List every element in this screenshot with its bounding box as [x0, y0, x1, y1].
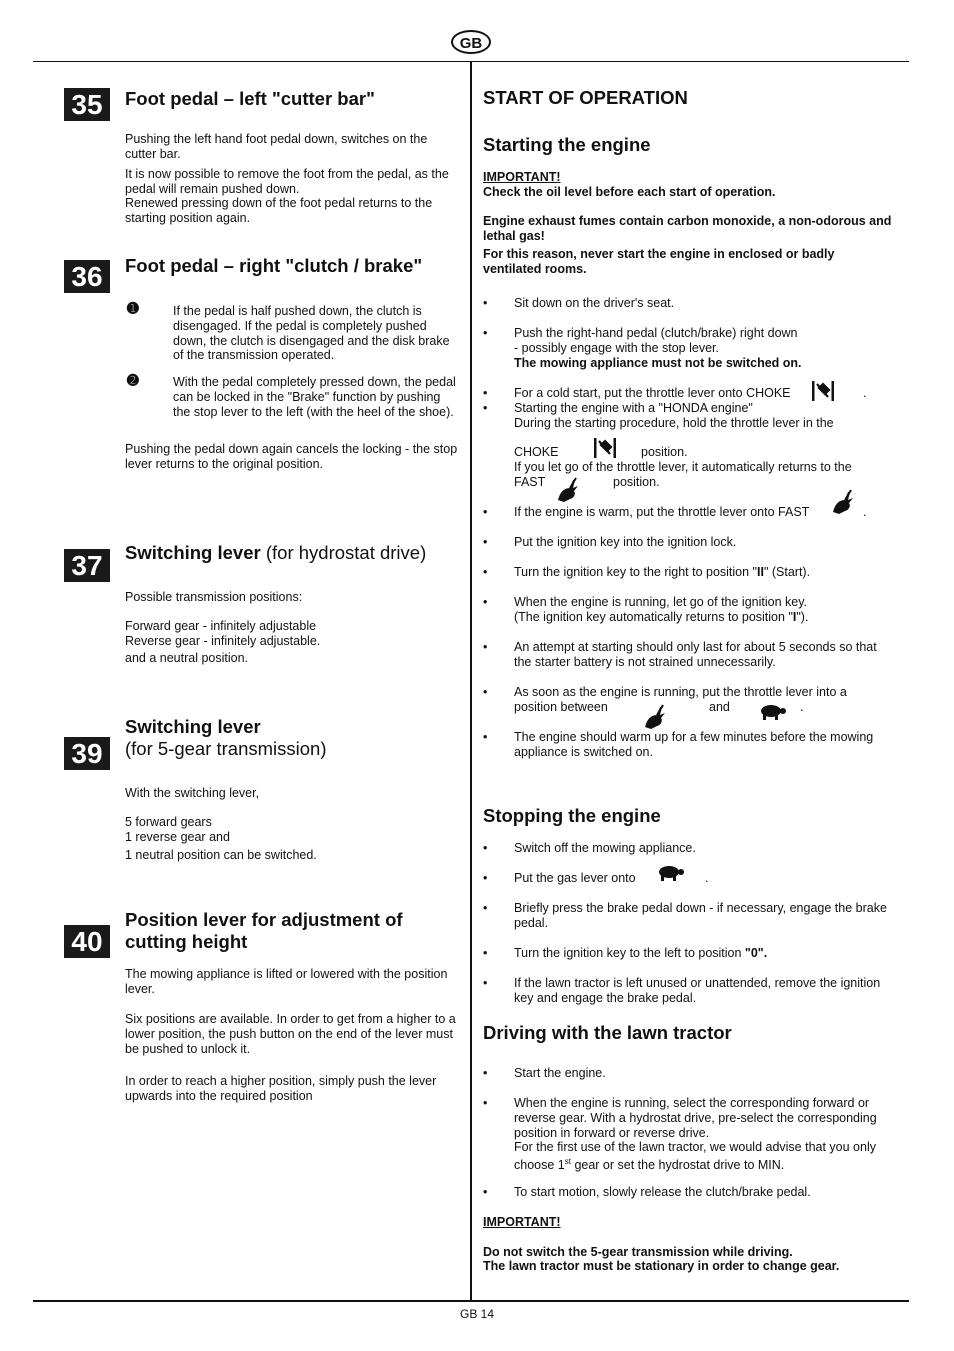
bullet: • [483, 1066, 488, 1080]
start-step-8-b: I [792, 609, 797, 624]
section-39-para-2: 5 forward gears [125, 815, 212, 829]
section-36-title: Foot pedal – right "clutch / brake" [125, 255, 423, 276]
section-35-title: Foot pedal – left "cutter bar" [125, 88, 375, 109]
start-step-8-a: (The ignition key automatically returns to position " [514, 609, 793, 624]
stop-step-5: If the lawn tractor is left unused or unattended, remove the ignition key and engage the brake pedal. [514, 976, 881, 1005]
section-number-35: 35 [64, 88, 110, 121]
start-step-7-c: " (Start). [763, 565, 811, 579]
section-37-title-main: Switching lever [125, 542, 261, 563]
drive-step-2-c: gear or set the hydrostat drive to MIN. [570, 1158, 785, 1173]
period: . [800, 700, 804, 714]
important-label-2: IMPORTANT! [483, 1215, 561, 1229]
stop-step-4-a: Turn the ignition key to the left to position [514, 946, 745, 960]
marker-1: ➊ [127, 300, 139, 316]
section-36-item-1: If the pedal is half pushed down, the clutch is disengaged. If the pedal is completely pushed down, the clutch is disengaged and the disk brake of the transmission operated. [173, 304, 450, 363]
column-divider [470, 62, 472, 1300]
section-35-para-1: Pushing the left hand foot pedal down, switches on the cutter bar. [125, 132, 428, 161]
bullet: • [483, 386, 488, 400]
start-step-8-c: "). [796, 609, 809, 624]
drive-step-1: Start the engine. [514, 1066, 606, 1080]
section-39-para-4: 1 neutral position can be switched. [125, 848, 317, 862]
section-35-para-3: Renewed pressing down of the foot pedal returns to the starting position again. [125, 196, 433, 225]
section-36-para-3: Pushing the pedal down again cancels the locking - the stop lever returns to the original position. [125, 442, 458, 471]
bullet: • [483, 401, 488, 415]
stop-step-2: Put the gas lever onto [514, 871, 636, 885]
bullet: • [483, 976, 488, 990]
start-step-8 [514, 595, 894, 625]
start-step-4-choke: CHOKE [514, 445, 559, 459]
start-step-8-line-2 [514, 610, 894, 625]
section-number-36: 36 [64, 260, 110, 293]
important-label-1: IMPORTANT! [483, 170, 561, 184]
start-step-4-position: position. [641, 445, 688, 459]
bullet: • [483, 296, 488, 310]
bullet: • [483, 871, 488, 885]
section-40-para-1: The mowing appliance is lifted or lowered with the position lever. [125, 967, 448, 996]
language-badge: GB [451, 30, 491, 54]
period: . [863, 386, 867, 400]
important-text-5: The lawn tractor must be stationary in order to change gear. [483, 1259, 840, 1273]
drive-step-2-a: For the first use of the lawn tractor, we would advise that you only choose 1 [514, 1140, 876, 1173]
section-number-40: 40 [64, 925, 110, 958]
important-text-2: Engine exhaust fumes contain carbon monoxide, a non-odorous and lethal gas! [483, 214, 892, 243]
section-37-para-3: Reverse gear - infinitely adjustable. [125, 634, 321, 648]
start-step-2-line-2: - possibly engage with the stop lever. [514, 340, 719, 355]
start-step-8-line-1: When the engine is running, let go of the ignition key. [514, 595, 808, 609]
start-step-1: Sit down on the driver's seat. [514, 296, 675, 310]
drive-step-2 [514, 1096, 894, 1173]
start-step-7-a: Turn the ignition key to the right to position " [514, 565, 757, 579]
start-step-5: If the engine is warm, put the throttle lever onto FAST [514, 505, 810, 519]
section-40-para-2: Six positions are available. In order to get from a higher to a lower position, the push button on the end of the lever must be pushed to unlock it. [125, 1012, 456, 1056]
start-step-4-fast: FAST [514, 475, 546, 489]
section-37-title-suffix: (for hydrostat drive) [265, 542, 427, 563]
stop-step-3: Briefly press the brake pedal down - if necessary, engage the brake pedal. [514, 901, 887, 930]
section-39-para-3: 1 reverse gear and [125, 830, 230, 844]
turtle-icon [757, 702, 787, 722]
start-step-9: An attempt at starting should only last for about 5 seconds so that the starter battery is not strained unnecessarily. [514, 640, 877, 669]
start-step-2 [514, 326, 894, 370]
choke-icon [593, 437, 617, 459]
hare-icon [829, 488, 855, 516]
section-35-para-2: It is now possible to remove the foot from the pedal, as the pedal will remain pushed down. [125, 167, 449, 196]
start-step-4-line-1: Starting the engine with a "HONDA engine" [514, 401, 753, 415]
bullet: • [483, 595, 488, 609]
period: . [863, 505, 867, 519]
section-40-title: Position lever for adjustment of cutting height [125, 909, 403, 952]
section-37-para-4: and a neutral position. [125, 651, 249, 665]
period: . [705, 871, 709, 885]
start-step-3: For a cold start, put the throttle lever onto CHOKE [514, 386, 791, 400]
bullet: • [483, 505, 488, 519]
start-step-11: The engine should warm up for a few minutes before the mowing appliance is switched on. [514, 730, 874, 759]
choke-icon [811, 380, 835, 402]
bullet: • [483, 565, 488, 579]
section-37-title [125, 542, 460, 564]
marker-2: ➋ [127, 372, 139, 388]
bottom-rule [33, 1300, 909, 1302]
turtle-icon [655, 863, 685, 883]
bullet: • [483, 730, 488, 744]
important-text-1: Check the oil level before each start of operation. [483, 185, 776, 199]
start-step-7-b: II [757, 565, 764, 579]
driving-heading: Driving with the lawn tractor [483, 1022, 732, 1043]
section-37-para-1: Possible transmission positions: [125, 590, 303, 604]
start-step-2-warning: The mowing appliance must not be switched on. [514, 355, 802, 370]
stop-step-1: Switch off the mowing appliance. [514, 841, 696, 855]
bullet: • [483, 841, 488, 855]
bullet: • [483, 946, 488, 960]
hare-icon [641, 703, 667, 731]
drive-step-2-sup: st [564, 1157, 571, 1167]
hare-icon [554, 476, 580, 504]
page-number: GB 14 [459, 1307, 495, 1321]
stop-step-4 [514, 946, 894, 961]
section-number-37: 37 [64, 549, 110, 582]
stop-step-4-b: "0". [744, 946, 768, 960]
important-text-4: Do not switch the 5-gear transmission while driving. [483, 1245, 793, 1259]
section-40-para-3: In order to reach a higher position, simply push the lever upwards into the required position [125, 1074, 437, 1103]
bullet: • [483, 1096, 488, 1110]
bullet: • [483, 901, 488, 915]
start-step-7 [514, 565, 894, 580]
start-step-4-line-3: If you let go of the throttle lever, it automatically returns to the [514, 460, 852, 474]
drive-step-2-para-1: When the engine is running, select the corresponding forward or reverse gear. With a hydrostat drive, pre-select the corresponding position in forward or reverse drive. [514, 1096, 877, 1140]
important-text-3: For this reason, never start the engine in enclosed or badly ventilated rooms. [483, 247, 835, 276]
start-step-10-line-2: position between [514, 700, 608, 714]
stopping-engine-heading: Stopping the engine [483, 805, 661, 826]
bullet: • [483, 1185, 488, 1199]
section-36-item-2: With the pedal completely pressed down, the pedal can be locked in the "Brake" function by pushing the stop lever to the left (with the heel of the shoe). [173, 375, 456, 419]
drive-step-2-para-2 [514, 1140, 894, 1173]
section-number-39: 39 [64, 737, 110, 770]
section-39-para-1: With the switching lever, [125, 786, 260, 800]
start-step-10-line-1: As soon as the engine is running, put the throttle lever into a [514, 685, 847, 699]
bullet: • [483, 685, 488, 699]
start-step-4-line-2: During the starting procedure, hold the throttle lever in the [514, 416, 834, 430]
bullet: • [483, 326, 488, 340]
bullet: • [483, 640, 488, 654]
starting-engine-heading: Starting the engine [483, 134, 651, 155]
drive-step-3: To start motion, slowly release the clutch/brake pedal. [514, 1185, 811, 1199]
start-step-6: Put the ignition key into the ignition lock. [514, 535, 737, 549]
section-39-title: Switching lever [125, 716, 261, 737]
section-39-subtitle: (for 5-gear transmission) [125, 738, 327, 759]
start-step-2-line-1: Push the right-hand pedal (clutch/brake) right down [514, 326, 798, 340]
section-37-para-2: Forward gear - infinitely adjustable [125, 619, 317, 633]
start-of-operation-title: START OF OPERATION [483, 87, 688, 108]
bullet: • [483, 535, 488, 549]
start-step-10-and: and [709, 700, 730, 714]
start-step-4-fast-position: position. [613, 475, 660, 489]
